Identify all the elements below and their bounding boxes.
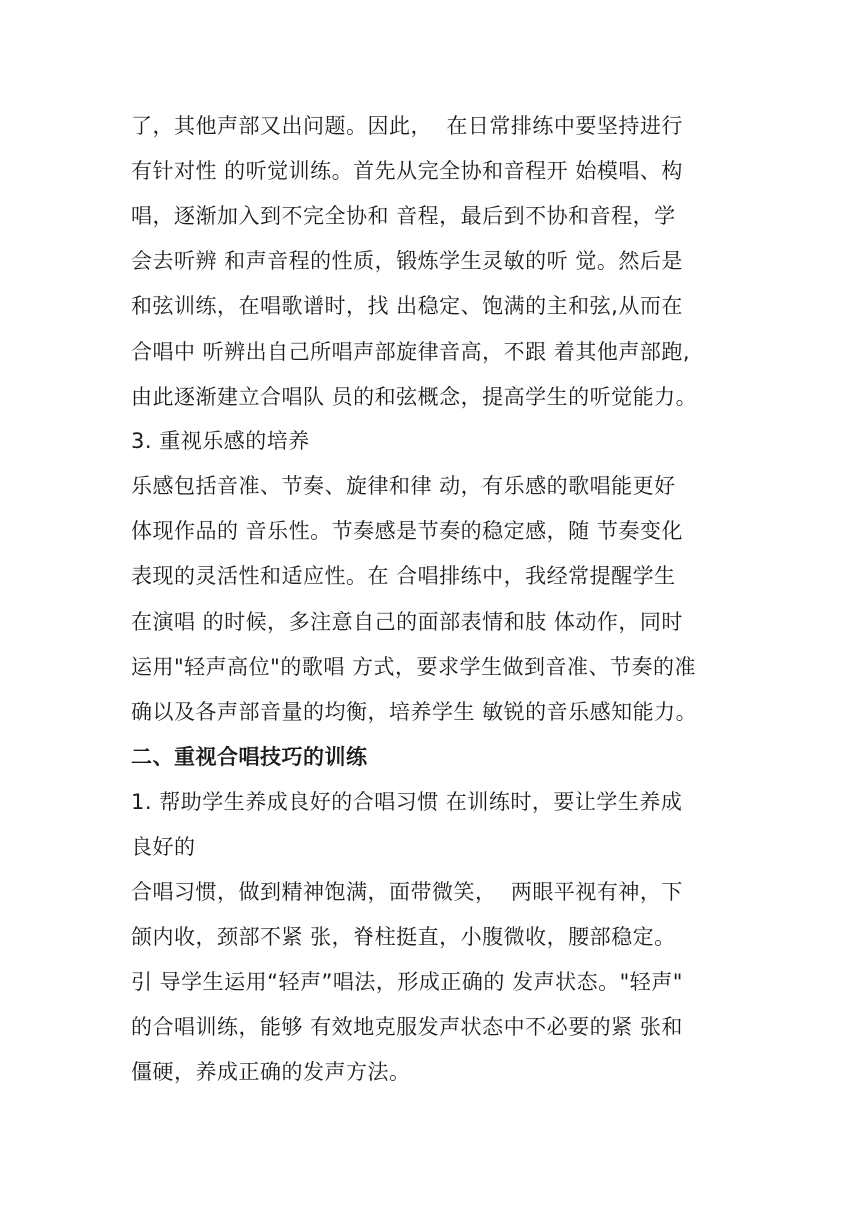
paragraph-line: 唱，逐渐加入到不完全协和 音程，最后到不协和音程，学 <box>131 204 676 228</box>
paragraph-line: 良好的 <box>131 835 196 859</box>
chapter-heading: 二、重视合唱技巧的训练 <box>131 745 368 769</box>
paragraph-line: 引 导学生运用“轻声”唱法，形成正确的 发声状态。"轻声" <box>131 970 683 994</box>
paragraph-line: 确以及各声部音量的均衡，培养学生 敏锐的音乐感知能力。 <box>131 700 698 724</box>
section-heading: 1. 帮助学生养成良好的合唱习惯 在训练时，要让学生养成 <box>131 790 683 814</box>
paragraph-line: 乐感包括音准、节奏、旋律和律 动，有乐感的歌唱能更好 <box>131 474 676 498</box>
paragraph-line: 由此逐渐建立合唱队 员的和弦概念，提高学生的听觉能力。 <box>131 385 698 409</box>
paragraph-line: 有针对性 的听觉训练。首先从完全协和音程开 始模唱、构 <box>131 159 683 183</box>
paragraph-line: 了，其他声部又出问题。因此， 在日常排练中要坚持进行 <box>131 114 683 138</box>
paragraph-line: 僵硬，养成正确的发声方法。 <box>131 1060 411 1084</box>
paragraph-line: 和弦训练，在唱歌谱时，找 出稳定、饱满的主和弦,从而在 <box>131 294 683 318</box>
paragraph-line: 表现的灵活性和适应性。在 合唱排练中，我经常提醒学生 <box>131 564 676 588</box>
paragraph-line: 颌内收，颈部不紧 张，脊柱挺直，小腹微收，腰部稳定。 <box>131 925 676 949</box>
paragraph-line: 合唱中 听辨出自己所唱声部旋律音高，不跟 着其他声部跑, <box>131 340 691 364</box>
paragraph-line: 合唱习惯，做到精神饱满，面带微笑， 两眼平视有神，下 <box>131 880 683 904</box>
paragraph-line: 的合唱训练，能够 有效地克服发声状态中不必要的紧 张和 <box>131 1015 683 1039</box>
paragraph-line: 在演唱 的时候，多注意自己的面部表情和肢 体动作，同时 <box>131 610 683 634</box>
paragraph-line: 会去听辨 和声音程的性质，锻炼学生灵敏的听 觉。然后是 <box>131 249 683 273</box>
paragraph-line: 体现作品的 音乐性。节奏感是节奏的稳定感，随 节奏变化 <box>131 519 683 543</box>
paragraph-line: 运用"轻声高位"的歌唱 方式，要求学生做到音准、节奏的准 <box>131 655 696 679</box>
section-heading: 3. 重视乐感的培养 <box>131 429 310 453</box>
